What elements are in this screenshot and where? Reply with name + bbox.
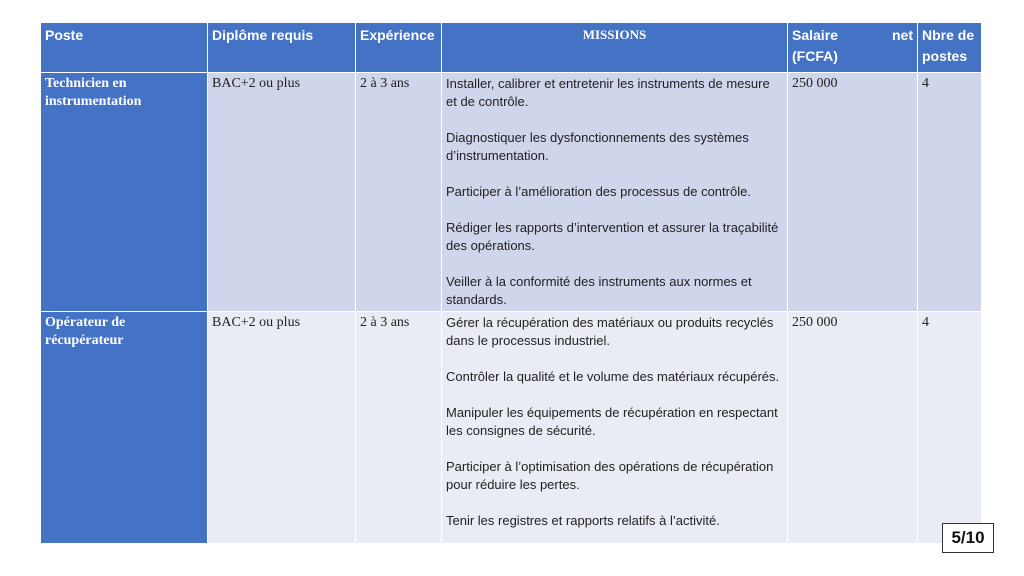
mission-item: Gérer la récupération des matériaux ou produits recyclés dans le processus industriel. [446,315,774,348]
header-nbre-line1: Nbre de [922,27,975,43]
mission-item: Manipuler les équipements de récupération en respectant les consignes de sécurité. [446,405,778,438]
table-row [41,73,982,312]
row-salaire: 250 000 [788,73,918,312]
header-missions: MISSIONS [442,23,788,73]
mission-item: Installer, calibrer et entretenir les instruments de mesure et de contrôle. [446,76,770,109]
row-salaire: 250 000 [788,312,918,544]
header-salaire [788,23,918,73]
job-table [40,22,982,544]
row-diplome: BAC+2 ou plus [208,312,356,544]
page-number: 5/10 [942,523,994,553]
header-diplome: Diplôme requis [208,23,356,73]
mission-item: Participer à l’amélioration des processus de contrôle. [446,184,751,199]
mission-item: Participer à l’optimisation des opérations de récupération pour réduire les pertes. [446,459,774,492]
header-nbre-postes [918,23,982,73]
row-missions [442,73,788,312]
header-salaire-word: Salaire [792,27,838,43]
mission-item: Veiller à la conformité des instruments aux normes et standards. [446,274,752,307]
table-row [41,312,982,544]
row-experience: 2 à 3 ans [356,73,442,312]
row-poste: Opérateur de récupérateur [41,312,208,544]
row-nbre-postes: 4 [918,312,982,544]
row-diplome: BAC+2 ou plus [208,73,356,312]
row-poste: Technicien en instrumentation [41,73,208,312]
header-row [41,23,982,73]
row-experience: 2 à 3 ans [356,312,442,544]
mission-item: Rédiger les rapports d’intervention et assurer la traçabilité des opérations. [446,220,779,253]
mission-item: Contrôler la qualité et le volume des matériaux récupérés. [446,369,780,384]
mission-item: Diagnostiquer les dysfonctionnements des systèmes d’instrumentation. [446,130,749,163]
row-missions [442,312,788,544]
header-salaire-net: net [892,27,913,43]
header-poste: Poste [41,23,208,73]
mission-item: Tenir les registres et rapports relatifs à l’activité. [446,513,720,528]
header-nbre-line2: postes [922,48,968,64]
row-nbre-postes: 4 [918,73,982,312]
header-experience: Expérience [356,23,442,73]
header-salaire-unit: (FCFA) [792,48,838,64]
